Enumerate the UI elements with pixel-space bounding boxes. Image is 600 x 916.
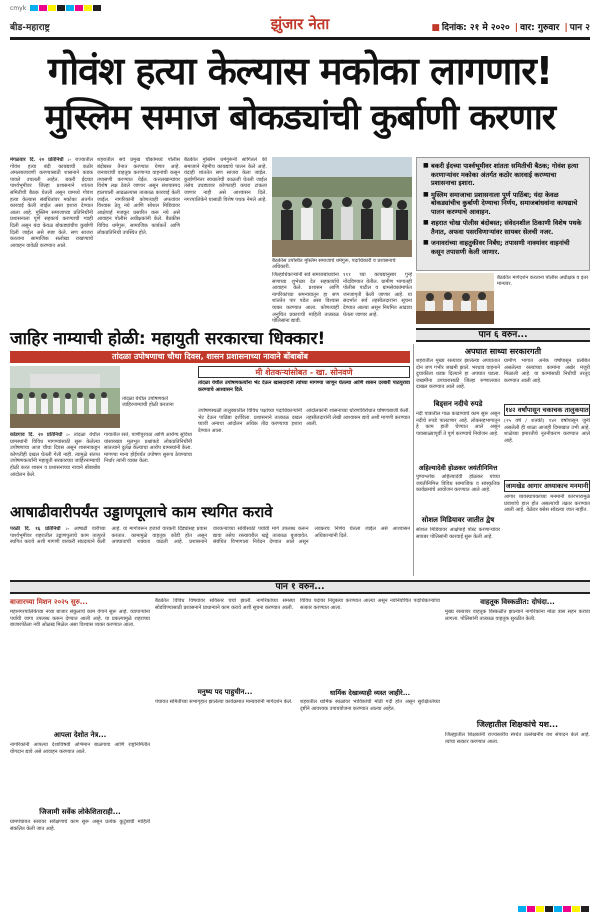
right-text-3: पुण्यश्लोक अहिल्यादेवी होळकर यांच्या जयंतीनिमित्त विविध सामाजिक व सांस्कृतिक कार्यक्रमांचे आयोजन करण्यात आले आहे.: [416, 474, 500, 494]
bottom-col2-text: बैठकीत विविध विषयांवर सविस्तर चर्चा झाली. नागरिकांच्या समस्या सोडविण्यासाठी प्रशासनाने प्राधान्याने काम करावे अशी सूचना करण्यात आली.: [155, 598, 295, 611]
bottom-col1-subtext: नागरिकांनी आपल्या देशाविषयी अभिमान बाळगावा आणि राष्ट्रनिर्मितीत योगदान द्यावे असे आवाहन करण्यात आले.: [10, 742, 150, 755]
footer-cmyk-swatches: [518, 906, 590, 912]
lead-column-3: [184, 157, 267, 324]
bottom-col2-text-2: पंचायत समितीच्या सभागृहात झालेल्या कार्यक्रमात मान्यवरांनी मार्गदर्शन केले.: [155, 699, 293, 705]
story2-text-3: उपोषणस्थळी तालुक्यातील विविध पक्षांच्या पदाधिकाऱ्यांनी भेट देऊन पाठिंबा दर्शविला. प्रशासनाने तात्काळ दखल घ्यावी अन्यथा आंदोलन अधिक तीव्र करण्याचा इशारा देण्यात आला.: [198, 408, 302, 434]
story2-dateline: कोंडगाव दि. २० प्रतिनिधी :-: [10, 432, 71, 438]
right-text-1: शहरातील मुख्य रस्त्यावर झालेल्या अपघातात दोन जण गंभीर जखमी झाले. भरधाव वाहनाने दुचाकीला धडक दिल्याने हा अपघात घडला. जखमींना उपचारासाठी जिल्हा रुग्णालयात दाखल करण्यात आले आहे.: [416, 358, 500, 391]
cmyk-swatch: [563, 906, 571, 912]
right-text-b: ग्रामीण भागात अनेक वर्षांपासून प्रलंबित असलेल्या रस्त्यांच्या कामांना अखेर मंजुरी मिळाली आहे. या कामांसाठी निधीची तरतूद करण्यात आली आहे.: [504, 358, 590, 384]
column-divider: [413, 344, 414, 576]
page-number: पान २: [569, 23, 590, 33]
quote-body: तांदळा येथील उपोषणकर्त्यांना भेट देऊन खासदारांनी त्यांच्या मागण्या जाणून घेतल्या आणि शासन दरबारी पाठपुरावा करण्याचे आश्वासन दिले.: [198, 380, 410, 393]
bottom-col4-subtext: जिल्ह्यातील शिक्षकांनी राज्यस्तरीय स्पर्धेत उल्लेखनीय यश संपादन केले आहे. त्यांचा सत्कार करण्यात आला.: [445, 732, 590, 745]
right-heading-3: अहिल्यादेवी होळकर जयंतीनिमित्त: [418, 464, 498, 472]
lead-text-2: शहरातील सर्व प्रमुख चौकांमध्ये पोलीस बंदोबस्त तैनात करण्यात येणार आहे. जनावरांची वाहतूक करणाऱ्या वाहनांची कसून तपासणी करण्यात येईल. कत्तलखान्यांवर विशेष लक्ष ठेवले जाणार असून संशयास्पद हालचाली आढळल्यास तात्काळ कारवाई केली जाईल. नागरिकांनी कोणत्याही अफवांवर विश्वास ठेवू नये आणि सोशल मिडियावर आक्षेपार्ह मजकूर प्रसारित करू नये असे आवाहन पोलीस अधीक्षकांनी केले. बैठकीस विविध धर्मगुरू, सामाजिक कार्यकर्ते आणि लोकप्रतिनिधी उपस्थित होते.: [97, 157, 180, 236]
bottom-col4-subheading: जिल्हातील शिक्षकांचे यश...: [476, 720, 559, 729]
right-heading-4: सोशल मिडियावर जातीत द्वेष: [421, 516, 495, 524]
region-label: बीड-महाराष्ट्र: [10, 23, 50, 33]
meeting-photo-caption: बैठकीत मार्गदर्शन करताना पोलीस अधीक्षक व इतर मान्यवर.: [497, 275, 589, 287]
story2-text-1: तांदळा येथील ग्रामस्थांनी विविध मागण्यांसाठी सुरू केलेल्या उपोषणाचा आज चौथा दिवस असून शासनाकडून कोणतीही दखल घेतली गेली नाही. त्यामुळे संतप्त उपोषणकर्त्यांनी महायुती सरकारच्या जाहिरनाम्याची होळी करत शासन व प्रशासनाच्या नावाने बोंबाबोंब आंदोलन केले.: [10, 432, 100, 478]
bottom-col4-text: मुख्य रस्त्यावर वाहतूक विस्कळीत झाल्याने नागरिकांना मोठा त्रास सहन करावा लागला. पोलिसांनी तात्काळ वाहतूक सुरळीत केली.: [445, 609, 590, 622]
highlight-item: ■ मुस्लिम समाजाचा प्रशासनाला पूर्ण पाठिंबा; यंदा केवळ बोकड्यांचीच कुर्बाणी देण्याचा निर्णय, समाजबांधवांना कायद्याचे पालन करण्याचे आवाहन.: [423, 191, 583, 217]
right-text-2: नदी पात्रातील गाळ काढण्याचे काम सुरू असून नदीचे रुपडे पालटणार आहे. लोकसहभागातून हे काम हाती घेण्यात आले असून पावसाळ्यापूर्वी ते पूर्ण करण्याचे नियोजन आहे.: [416, 411, 500, 437]
bottom-col3-heading: धार्मिक देखाव्याही व्यस्त जाहीरे...: [329, 689, 411, 697]
main-headline: [10, 48, 590, 152]
newspaper-logo: झुंजार नेता: [270, 15, 330, 33]
story2-column-3: [198, 408, 302, 498]
cmyk-swatch: [536, 906, 544, 912]
right-box-text-2: आगार व्यवस्थापकाच्या मनमानी कारभारामुळे प्रवाशांचे हाल होत असल्याची तक्रार करण्यात आली आहे. वेळेवर बसेस सोडल्या जात नाहीत.: [504, 494, 590, 514]
bottom-col2-heading: मनुष्य पद पाहुचीन...: [197, 688, 253, 696]
story3-text: आषाढी वारीच्या पार्श्वभूमीवर शहरातील उड्डाणपुलाचे काम तात्पुरते स्थगित करावे अशी मागणी वारकरी संप्रदायाने केली आहे. या मार्गावरून हजारो वारकरी दिंड्यांसह प्रवास करतात. कामामुळे वाहतूक कोंडी होत असून अपघाताची शक्यता वाढली आहे. प्रशासनाने वारकऱ्यांच्या सोयीसाठी पर्यायी मार्ग उपलब्ध करून द्यावा तसेच रस्त्यावरील खड्डे तात्काळ बुजवावेत. संबंधित विभागाला निवेदन देण्यात आले असून लवकरच निर्णय घेतला जाईल असे आश्वासन अधिकाऱ्यांनी दिले.: [10, 526, 410, 546]
right-box-heading-2: जामखेड आगार अध्याकाच मनमानी: [505, 482, 589, 490]
cmyk-swatch: [66, 5, 74, 11]
story2-column-4: [306, 408, 410, 498]
cmyk-swatch: [93, 5, 101, 11]
story2-photo: [10, 366, 120, 428]
issue-day: वार: गुरुवार: [520, 23, 560, 33]
meeting-photo: [416, 273, 494, 324]
lead-text-5: १११ च्या कायद्यानुसार गुन्हे नोंदविण्यात येतील. ग्रामीण भागातही पोलीस पाटील व ग्रामसेवकांमार्फत जनजागृती केली जाणार आहे. या संदर्भात सर्व तहसीलदारांना सूचना देण्यात आल्या असून नियमित आढावा घेतला जाणार आहे.: [343, 272, 412, 318]
cmyk-swatch: [84, 5, 92, 11]
cmyk-swatch: [39, 5, 47, 11]
story3-body: [10, 526, 410, 574]
bottom-col1-text: महानगरपालिकेच्या नव्या बाजार संकुलाचे काम वेगाने सुरू आहे. व्यापाऱ्यांना पर्यायी जागा उपलब्ध करून देण्यात आली आहे. या प्रकल्पामुळे शहराच्या बाजारपेठेला नवी ओळख मिळेल असा विश्वास व्यक्त करण्यात आला.: [10, 609, 150, 629]
cmyk-swatch: [572, 906, 580, 912]
right-heading-1: अपघात साथ्या सरकारगती: [464, 347, 542, 356]
continued-banner-right: पान ६ वरुन...: [416, 328, 590, 342]
cmyk-swatch: [527, 906, 535, 912]
lead-dateline: मंगळवार दि. २० प्रतिनिधी :-: [10, 157, 72, 163]
story2-column-1: [10, 432, 100, 498]
cmyk-swatch: [30, 5, 38, 11]
bottom-col3-text-2: शहरातील धार्मिक स्थळांवर भाविकांची मोठी गर्दी होत असून सुरक्षिततेच्या दृष्टीने आवश्यक उपाययोजना करण्यात आल्या आहेत.: [300, 699, 440, 712]
bottom-col1-heading: बाजारच्या मिशन २०२५ सुरु...: [10, 598, 88, 606]
bottom-col1-subheading-2: जिजामी सर्वेक लोकेशिताराही...: [39, 808, 121, 816]
bottom-col4-heading: वाहतूक विस्कळीत: दोघंदा...: [480, 598, 555, 606]
bottom-col3-text: विविध पदांवर नियुक्त्या करण्यात आल्या असून नवनिर्वाचित पदाधिकाऱ्यांचा सत्कार करण्यात आला.: [300, 598, 440, 611]
story2-column-2: [104, 432, 192, 498]
bottom-col1-subtext-2: ग्रामपंचायत स्तरावर सर्वेक्षणाचे काम सुरू असून प्रत्येक कुटुंबाची माहिती संकलित केली जात आहे.: [10, 819, 150, 832]
highlight-item: ■ शहरात चोख पोलीस बंदोबस्त; संवेदनशील ठिकाणी विशेष पथके तैनात, अफवा पसरविणाऱ्यांवर सायबर सेलची नजर.: [423, 219, 583, 236]
right-box-heading-1: १४२ वर्षांपासून चकाचक तालुकयात: [505, 406, 589, 414]
right-box-text-1: (२५ वर्षे / शतकी) १४२ वर्षांपासून जुनी असलेली ही शाळा आजही दिमाखात उभी आहे. शाळेच्या इमारतीचे नूतनीकरण करण्यात आले आहे.: [504, 418, 590, 444]
cmyk-swatch: [545, 906, 553, 912]
headline-line-2: मुस्लिम समाज बोकड्यांची कुर्बाणी करणार: [44, 98, 556, 138]
lead-text-3: बैठकीत मुस्लिम धर्मगुरूंनी सांगितले की समाजाने नेहमीच कायद्याचे पालन केले आहे. यंदाही शांततेत सण साजरा केला जाईल. कुर्बाणीनंतर स्वच्छतेची काळजी घेतली जाईल तसेच उघड्यावर कोणताही कचरा टाकला जाणार नाही असे आश्वासन दिले. नगरपालिकेने यासाठी विशेष पथक नेमले आहे.: [184, 157, 267, 203]
dateline: ■ दिनांक: २१ मे २०२० | वार: गुरुवार | पान २: [431, 23, 590, 33]
story2-text-2: गावातील रस्ते, पाणीपुरवठा आणि आरोग्य सुविधा यांसारख्या मूलभूत प्रश्नांकडे लोकप्रतिनिधींनी सातत्याने दुर्लक्ष केल्याचा आरोप ग्रामस्थांनी केला. मागण्या मान्य होईपर्यंत उपोषण सुरूच ठेवण्याचा निर्धार त्यांनी व्यक्त केला.: [104, 432, 192, 465]
page-header: [0, 0, 600, 44]
story3-dateline: परळी दि. १६ प्रतिनिधी :-: [10, 526, 70, 532]
bottom-col1-subheading: आपला देशोत नेत्र...: [53, 731, 107, 739]
cmyk-registration-bar: [10, 4, 590, 12]
cmyk-swatch: [518, 906, 526, 912]
lead-photo: [272, 157, 412, 257]
story2-photo-caption: तांदळा येथील उपोषणकर्ते जाहिरनाम्याची होळी करताना: [122, 396, 174, 408]
story3-headline: आषाढीवारीपर्यंत उड्डाणपूलाचे काम स्थगित करावे: [10, 503, 273, 521]
headline-line-1: गोवंश हत्या केल्यास मकोका लागणार!: [47, 49, 553, 93]
page-footer: [10, 904, 590, 914]
cmyk-swatch: [48, 5, 56, 11]
highlights-list: [423, 162, 583, 256]
highlights-box: [416, 157, 590, 271]
lead-photo-caption: बैठकीस उपस्थित मुस्लिम समाजाचे धर्मगुरू, पदाधिकारी व प्रशासनाचे अधिकारी.: [272, 258, 396, 270]
cmyk-swatch: [75, 5, 83, 11]
story2-text-4: आंदोलकांनी शासनाच्या धोरणांविरोधात घोषणाबाजी केली. तहसीलदारांनी लेखी आश्वासन द्यावे अशी मागणी करण्यात आली.: [306, 408, 410, 428]
cmyk-swatch: [581, 906, 589, 912]
masthead: [10, 14, 590, 40]
quote-headline: मी शेतकऱ्यांसोबत - खा. सोनवणे: [198, 366, 410, 378]
story2-headline: जाहिर नाम्याची होळी: महायुती सरकारचा धिक्कार!: [10, 329, 326, 349]
lead-column-5: [343, 272, 412, 324]
lead-column-2: [97, 157, 180, 324]
cmyk-swatch: [57, 5, 65, 11]
cmyk-swatches: [30, 5, 102, 11]
lead-column-4: [272, 272, 339, 324]
lead-column-1: [10, 157, 93, 324]
continued-banner-bottom: पान १ वरुन...: [10, 580, 590, 594]
right-heading-2: बिड्सन नदीचे रुपडे: [433, 400, 483, 408]
highlight-item: ■ बकरी ईदच्या पार्श्वभूमीवर शांतता समितीची बैठक; गोवंश हत्या करणाऱ्यांवर मकोका अंतर्गत कठोर कारवाई करण्याचा प्रशासनाचा इशारा.: [423, 162, 583, 188]
cmyk-swatch: [554, 906, 562, 912]
story2-subheadline: तांदळा उपोषणाचा चौथा दिवस, शासन प्रशासनाच्या नावाने बोंबाबोंब: [10, 351, 410, 363]
right-text-4: सोशल मिडियावर आक्षेपार्ह पोस्ट करणाऱ्यांवर सायबर पोलिसांनी कारवाई सुरू केली आहे.: [416, 527, 500, 540]
lead-text-4: जिल्हाधिकाऱ्यांनी सर्व समाजबांधवांना सणाच्या शुभेच्छा देत सहकार्याचे आवाहन केले. प्रशासन आणि नागरिकांच्या समन्वयातून हा सण शांततेत पार पडेल असा विश्वास व्यक्त करण्यात आला. कोणत्याही अनुचित प्रकाराची माहिती तात्काळ पोलिसांना द्यावी.: [272, 272, 339, 324]
lead-text-1: राज्यातील गोवंश हत्या बंदी कायद्याची कठोर अंमलबजावणी करण्यासाठी शासनाने कडक पावले उचलली आहेत. बकरी ईदच्या पार्श्वभूमीवर जिल्हा प्रशासनाने शांतता समितीची बैठक घेतली असून यामध्ये गोवंश हत्या केल्यास संबंधितांवर मकोका अंतर्गत कारवाई केली जाईल असा इशारा देण्यात आला आहे. मुस्लिम समाजाच्या प्रतिनिधींनी प्रशासनाला पूर्ण सहकार्य करण्याची ग्वाही दिली असून यंदा केवळ बोकड्यांचीच कुर्बाणी दिली जाईल असे स्पष्ट केले. सण साजरा करताना सामाजिक सलोखा राखण्याचे आवाहन यावेळी करण्यात आले.: [10, 157, 93, 249]
highlight-item: ■ जनावरांच्या वाहतुकीवर निर्बंध; तपासणी नाक्यांवर वाहनांची कसून तपासणी केली जाणार.: [423, 239, 583, 256]
issue-date: दिनांक: २१ मे २०२०: [441, 23, 510, 33]
cmyk-label: cmyk: [10, 4, 27, 12]
